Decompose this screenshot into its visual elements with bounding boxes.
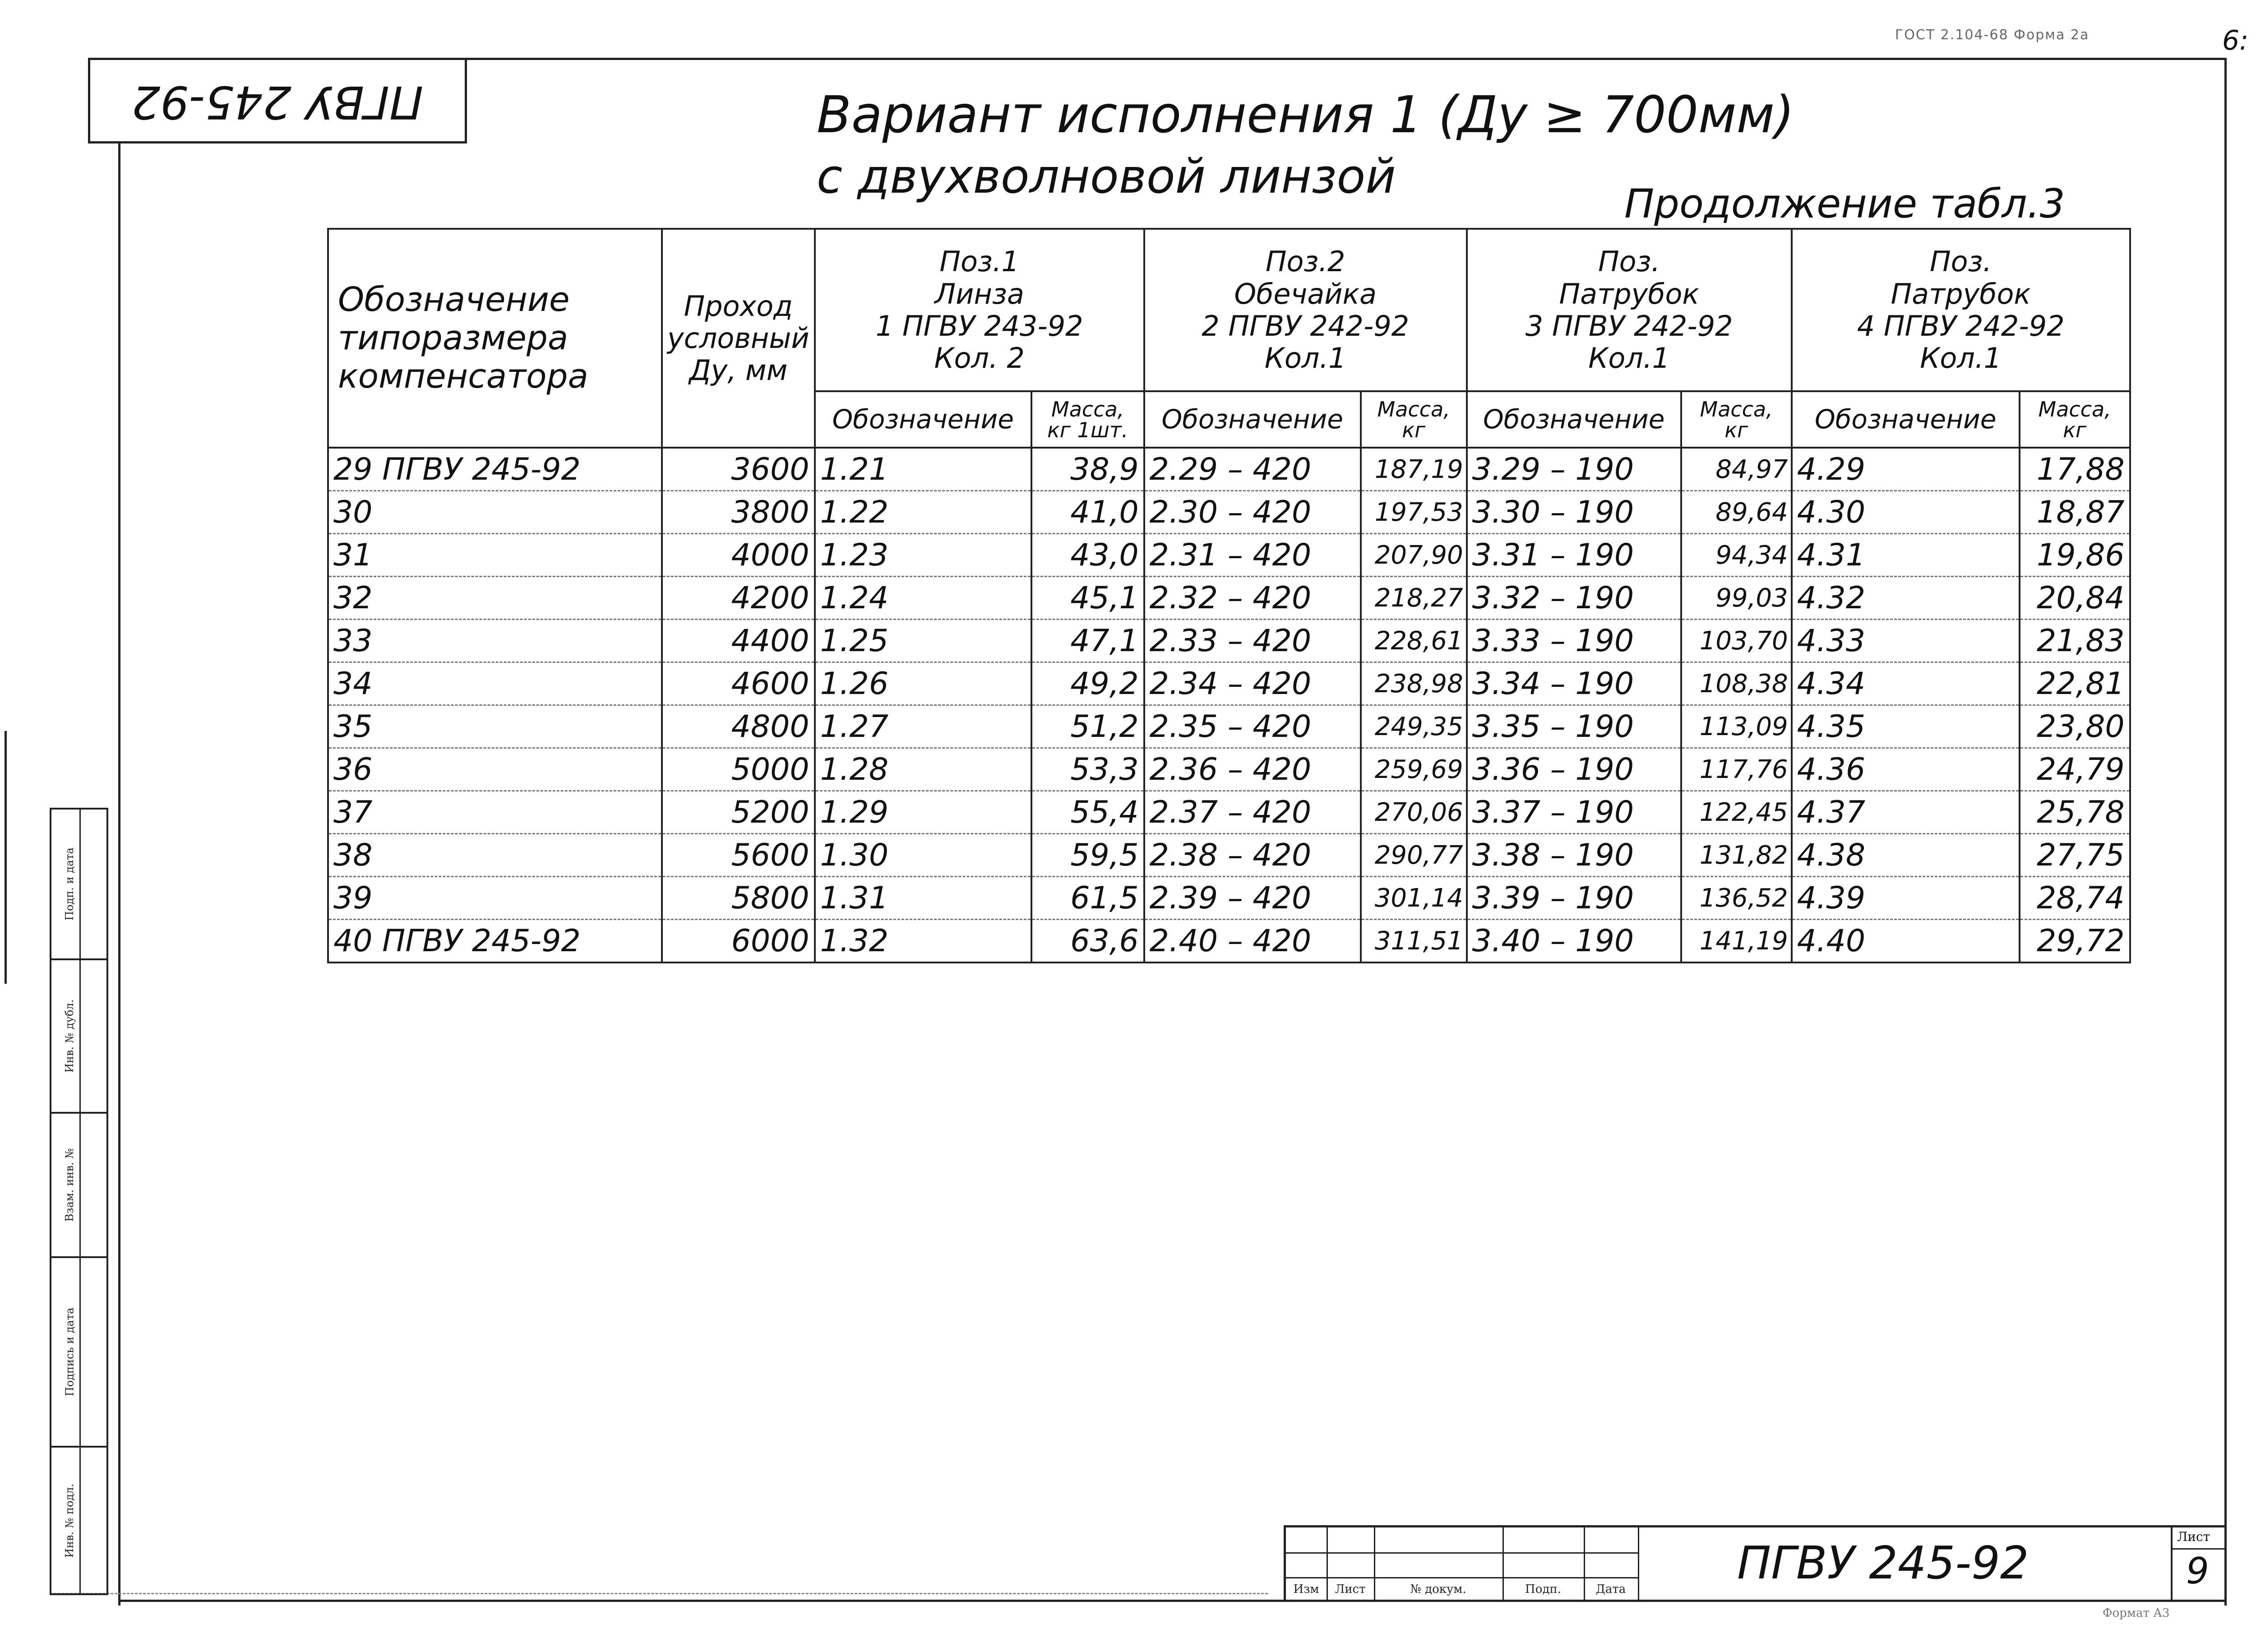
cell-m1: 38,9 (1031, 448, 1144, 491)
cell-p3: 3.29 – 190 (1467, 448, 1681, 491)
cell-p4: 4.37 (1792, 791, 2020, 834)
cell-p4: 4.33 (1792, 620, 2020, 662)
table-row (328, 662, 2130, 705)
cell-m4: 29,72 (2020, 920, 2130, 963)
title-block-code: ПГВУ 245-92 (1737, 1536, 2029, 1589)
group-4-qty: Кол.1 (1920, 342, 2002, 375)
format-label: Формат А3 (2103, 1606, 2170, 1620)
cell-m4: 22,81 (2020, 662, 2130, 705)
cell-p3: 3.31 – 190 (1467, 534, 1681, 577)
cell-p2: 2.34 – 420 (1144, 662, 1361, 705)
title-block-label: Дата (1595, 1583, 1626, 1596)
margin-label: Подп. и дата (63, 847, 76, 921)
sub-header-g2-mass: Масса, кг (1361, 391, 1467, 448)
cell-p3: 3.34 – 190 (1467, 662, 1681, 705)
cell-dn: 4800 (662, 705, 815, 748)
cell-dn: 4200 (662, 577, 815, 620)
cell-dn: 5800 (662, 877, 815, 920)
cell-m1: 49,2 (1031, 662, 1144, 705)
cell-typesize: 33 (328, 620, 662, 662)
cell-p2: 2.38 – 420 (1144, 834, 1361, 877)
cell-p1: 1.31 (815, 877, 1031, 920)
margin-label: Взам. инв. № (63, 1148, 76, 1222)
cell-dn: 3600 (662, 448, 815, 491)
group-1-name: Линза (934, 277, 1024, 310)
group-2-ref: 2 ПГВУ 242-92 (1202, 310, 1410, 342)
cell-p1: 1.32 (815, 920, 1031, 963)
group-1-ref: 1 ПГВУ 243-92 (875, 310, 1083, 342)
cell-p2: 2.37 – 420 (1144, 791, 1361, 834)
cell-typesize: 31 (328, 534, 662, 577)
cell-dn: 3800 (662, 491, 815, 534)
spec-table (327, 228, 2131, 963)
cell-m1: 41,0 (1031, 491, 1144, 534)
frame-bottom-line (118, 1600, 2226, 1602)
cell-m2: 187,19 (1361, 448, 1467, 491)
sub-header-g4-designation: Обозначение (1792, 391, 2020, 448)
document-code-stamp (88, 58, 467, 143)
cell-p1: 1.30 (815, 834, 1031, 877)
table-caption: Продолжение табл.3 (1624, 180, 2065, 227)
group-2-qty: Кол.1 (1264, 342, 1346, 375)
sheet-box (2171, 1527, 2227, 1600)
standard-reference: ГОСТ 2.104-68 Форма 2а (1895, 27, 2090, 43)
cell-m2: 290,77 (1361, 834, 1467, 877)
margin-cell-replace-inv (51, 1112, 106, 1256)
cell-p2: 2.31 – 420 (1144, 534, 1361, 577)
group-2-pos: Поз.2 (1265, 245, 1345, 278)
cell-p2: 2.33 – 420 (1144, 620, 1361, 662)
sheet-label: Лист (2177, 1529, 2210, 1544)
cell-m4: 23,80 (2020, 705, 2130, 748)
document-code-rotated: ПГВУ 245-92 (131, 76, 424, 129)
cell-m1: 51,2 (1031, 705, 1144, 748)
cell-m4: 21,83 (2020, 620, 2130, 662)
cell-p4: 4.40 (1792, 920, 2020, 963)
cell-p1: 1.29 (815, 791, 1031, 834)
group-3-ref: 3 ПГВУ 242-92 (1525, 310, 1733, 342)
group-3-qty: Кол.1 (1588, 342, 1670, 375)
cell-m1: 59,5 (1031, 834, 1144, 877)
cell-typesize: 34 (328, 662, 662, 705)
sub-header-g4-mass: Масса, кг (2020, 391, 2130, 448)
cell-m3: 108,38 (1681, 662, 1792, 705)
table-row (328, 748, 2130, 791)
cell-m4: 25,78 (2020, 791, 2130, 834)
cell-m2: 270,06 (1361, 791, 1467, 834)
cell-m1: 45,1 (1031, 577, 1144, 620)
cell-typesize: 36 (328, 748, 662, 791)
cell-p2: 2.40 – 420 (1144, 920, 1361, 963)
cell-p4: 4.39 (1792, 877, 2020, 920)
cell-m3: 136,52 (1681, 877, 1792, 920)
group-header-3 (1467, 229, 1792, 391)
sub-header-g1-mass: Масса, кг 1шт. (1031, 391, 1144, 448)
cell-dn: 5000 (662, 748, 815, 791)
cell-m3: 99,03 (1681, 577, 1792, 620)
cell-m3: 122,45 (1681, 791, 1792, 834)
cell-m2: 228,61 (1361, 620, 1467, 662)
group-2-name: Обечайка (1234, 277, 1377, 310)
cell-p3: 3.37 – 190 (1467, 791, 1681, 834)
group-header-4 (1792, 229, 2130, 391)
cell-p2: 2.39 – 420 (1144, 877, 1361, 920)
cell-p2: 2.35 – 420 (1144, 705, 1361, 748)
table-row (328, 877, 2130, 920)
title-line-2: с двухволновой линзой (817, 149, 1396, 204)
group-4-name: Патрубок (1891, 277, 2031, 310)
group-4-ref: 4 ПГВУ 242-92 (1857, 310, 2065, 342)
cell-p3: 3.33 – 190 (1467, 620, 1681, 662)
cell-p1: 1.24 (815, 577, 1031, 620)
cell-p4: 4.38 (1792, 834, 2020, 877)
cell-m3: 89,64 (1681, 491, 1792, 534)
cell-dn: 4600 (662, 662, 815, 705)
cell-m1: 43,0 (1031, 534, 1144, 577)
cell-m3: 113,09 (1681, 705, 1792, 748)
table-row (328, 448, 2130, 491)
sub-header-g3-mass: Масса, кг (1681, 391, 1792, 448)
table-row (328, 920, 2130, 963)
table-row (328, 620, 2130, 662)
cell-p4: 4.34 (1792, 662, 2020, 705)
title-block-label: Лист (1335, 1583, 1366, 1596)
cell-m4: 19,86 (2020, 534, 2130, 577)
sheet-number: 9 (2186, 1550, 2209, 1592)
group-header-1 (815, 229, 1144, 391)
frame-right-line (2224, 58, 2227, 1606)
cell-m1: 61,5 (1031, 877, 1144, 920)
cell-dn: 4400 (662, 620, 815, 662)
margin-cell-orig-inv (51, 1446, 106, 1593)
cell-typesize: 29 ПГВУ 245-92 (328, 448, 662, 491)
cell-p2: 2.36 – 420 (1144, 748, 1361, 791)
cell-p2: 2.29 – 420 (1144, 448, 1361, 491)
cell-p1: 1.28 (815, 748, 1031, 791)
cell-p1: 1.23 (815, 534, 1031, 577)
cell-m4: 27,75 (2020, 834, 2130, 877)
margin-label: Инв. № подл. (63, 1483, 76, 1558)
cell-p4: 4.36 (1792, 748, 2020, 791)
cell-dn: 5200 (662, 791, 815, 834)
cell-m4: 18,87 (2020, 491, 2130, 534)
cell-m2: 311,51 (1361, 920, 1467, 963)
cell-p3: 3.36 – 190 (1467, 748, 1681, 791)
cell-dn: 4000 (662, 534, 815, 577)
cell-m3: 103,70 (1681, 620, 1792, 662)
cell-typesize: 35 (328, 705, 662, 748)
cell-m3: 84,97 (1681, 448, 1792, 491)
cell-m4: 20,84 (2020, 577, 2130, 620)
cell-p1: 1.25 (815, 620, 1031, 662)
group-3-pos: Поз. (1598, 245, 1660, 278)
cell-p3: 3.32 – 190 (1467, 577, 1681, 620)
margin-cell-signature-date (51, 1256, 106, 1446)
cell-m4: 17,88 (2020, 448, 2130, 491)
cell-m3: 131,82 (1681, 834, 1792, 877)
sub-header-g1-designation: Обозначение (815, 391, 1031, 448)
margin-label: Подпись и дата (63, 1307, 76, 1397)
cell-p1: 1.21 (815, 448, 1031, 491)
cell-p4: 4.29 (1792, 448, 2020, 491)
cell-typesize: 32 (328, 577, 662, 620)
group-header-2 (1144, 229, 1467, 391)
table-row (328, 534, 2130, 577)
bottom-dashed-line (50, 1593, 1268, 1594)
cell-m3: 94,34 (1681, 534, 1792, 577)
cell-p2: 2.32 – 420 (1144, 577, 1361, 620)
title-line-1: Вариант исполнения 1 (Ду ≥ 700мм) (817, 86, 1794, 144)
cell-m4: 24,79 (2020, 748, 2130, 791)
title-block (1284, 1525, 2227, 1600)
frame-left-line (118, 143, 120, 1606)
cell-typesize: 39 (328, 877, 662, 920)
title-block-label: Подп. (1525, 1583, 1561, 1596)
cell-p4: 4.30 (1792, 491, 2020, 534)
cell-m1: 47,1 (1031, 620, 1144, 662)
cell-p3: 3.40 – 190 (1467, 920, 1681, 963)
cell-typesize: 37 (328, 791, 662, 834)
cell-m2: 218,27 (1361, 577, 1467, 620)
cell-dn: 6000 (662, 920, 815, 963)
cell-m2: 249,35 (1361, 705, 1467, 748)
margin-tick-line (5, 731, 7, 984)
cell-p1: 1.26 (815, 662, 1031, 705)
cell-m4: 28,74 (2020, 877, 2130, 920)
margin-cell-dup-inv (51, 958, 106, 1112)
table-row (328, 791, 2130, 834)
cell-m1: 55,4 (1031, 791, 1144, 834)
table-row (328, 705, 2130, 748)
cell-typesize: 38 (328, 834, 662, 877)
group-1-qty: Кол. 2 (934, 342, 1025, 375)
group-1-pos: Поз.1 (939, 245, 1020, 278)
cell-p1: 1.27 (815, 705, 1031, 748)
cell-typesize: 30 (328, 491, 662, 534)
group-4-pos: Поз. (1930, 245, 1992, 278)
cell-m3: 117,76 (1681, 748, 1792, 791)
cell-p3: 3.38 – 190 (1467, 834, 1681, 877)
cell-m2: 197,53 (1361, 491, 1467, 534)
sub-header-g2-designation: Обозначение (1144, 391, 1361, 448)
cell-p3: 3.30 – 190 (1467, 491, 1681, 534)
cell-p3: 3.35 – 190 (1467, 705, 1681, 748)
table-row (328, 491, 2130, 534)
cell-m2: 301,14 (1361, 877, 1467, 920)
cell-p1: 1.22 (815, 491, 1031, 534)
table-row (328, 577, 2130, 620)
cell-m1: 53,3 (1031, 748, 1144, 791)
header-typesize: Обозначение типоразмера компенсатора (328, 229, 662, 448)
title-block-label: № докум. (1410, 1583, 1466, 1596)
cell-p4: 4.35 (1792, 705, 2020, 748)
title-block-label: Изм (1293, 1583, 1319, 1596)
margin-label: Инв. № дубл. (63, 999, 76, 1073)
cell-m2: 207,90 (1361, 534, 1467, 577)
cell-p2: 2.30 – 420 (1144, 491, 1361, 534)
cell-m1: 63,6 (1031, 920, 1144, 963)
cell-p3: 3.39 – 190 (1467, 877, 1681, 920)
margin-approval-strip (50, 808, 108, 1595)
corner-page-number: 6: (2222, 25, 2249, 56)
header-passage: Проход условный Ду, мм (662, 229, 815, 448)
group-3-name: Патрубок (1559, 277, 1699, 310)
cell-m2: 238,98 (1361, 662, 1467, 705)
cell-m2: 259,69 (1361, 748, 1467, 791)
table-row (328, 834, 2130, 877)
margin-cell-sign-date (51, 810, 106, 958)
sub-header-g3-designation: Обозначение (1467, 391, 1681, 448)
cell-dn: 5600 (662, 834, 815, 877)
cell-p4: 4.32 (1792, 577, 2020, 620)
cell-p4: 4.31 (1792, 534, 2020, 577)
cell-typesize: 40 ПГВУ 245-92 (328, 920, 662, 963)
cell-m3: 141,19 (1681, 920, 1792, 963)
